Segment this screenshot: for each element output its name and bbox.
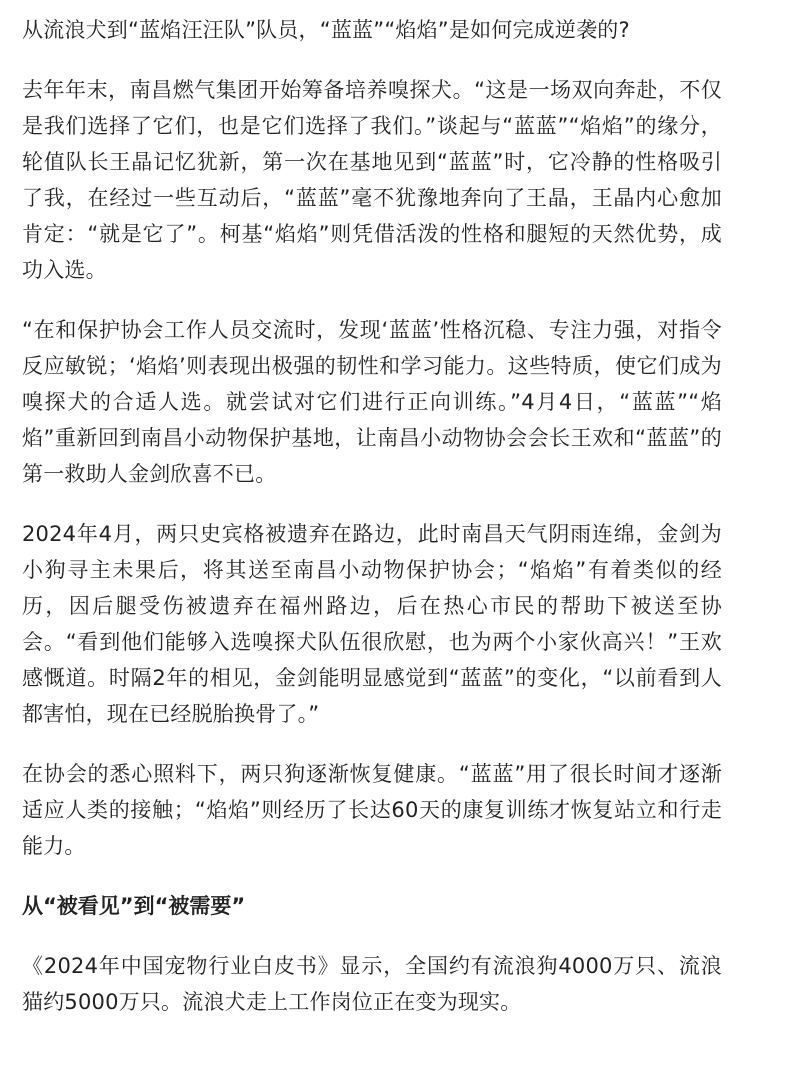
section-subheading: 从“被看见”到“被需要”	[22, 894, 246, 918]
article-closing-paragraph: 《2024年中国宠物行业白皮书》显示，全国约有流浪狗4000万只、流浪猫约5000万只。流浪犬走上工作岗位正在变为现实。	[22, 954, 722, 1014]
article-paragraph: “在和保护协会工作人员交流时，发现‘蓝蓝’性格沉稳、专注力强，对指令反应敏锐；‘焰焰’则表现出极强的韧性和学习能力。这些特质，使它们成为嗅探犬的合适人选。就尝试对它们进行正向训练。”4月4日，“蓝蓝”“焰焰”重新回到南昌小动物保护基地，让南昌小动物协会会长王欢和“蓝蓝”的第一救助人金剑欣喜不已。	[22, 318, 722, 486]
article-body	[22, 12, 722, 1044]
article-intro-question: 从流浪犬到“蓝焰汪汪队”队员，“蓝蓝”“焰焰”是如何完成逆袭的?	[22, 18, 630, 42]
article-paragraph: 2024年4月，两只史宾格被遗弃在路边，此时南昌天气阴雨连绵，金剑为小狗寻主未果后，将其送至南昌小动物保护协会；“焰焰”有着类似的经历，因后腿受伤被遗弃在福州路边，后在热心市民的帮助下被送至协会。“看到他们能够入选嗅探犬队伍很欣慰，也为两个小家伙高兴！”王欢感慨道。时隔2年的相见，金剑能明显感觉到“蓝蓝”的变化，“以前看到人都害怕，现在已经脱胎换骨了。”	[22, 522, 722, 726]
article-paragraph: 在协会的悉心照料下，两只狗逐渐恢复健康。“蓝蓝”用了很长时间才逐渐适应人类的接触；“焰焰”则经历了长达60天的康复训练才恢复站立和行走能力。	[22, 762, 722, 858]
article-paragraph: 去年年末，南昌燃气集团开始筹备培养嗅探犬。“这是一场双向奔赴，不仅是我们选择了它们，也是它们选择了我们。”谈起与“蓝蓝”“焰焰”的缘分，轮值队长王晶记忆犹新，第一次在基地见到“蓝蓝”时，它冷静的性格吸引了我，在经过一些互动后，“蓝蓝”毫不犹豫地奔向了王晶，王晶内心愈加肯定：“就是它了”。柯基“焰焰”则凭借活泼的性格和腿短的天然优势，成功入选。	[22, 78, 722, 282]
